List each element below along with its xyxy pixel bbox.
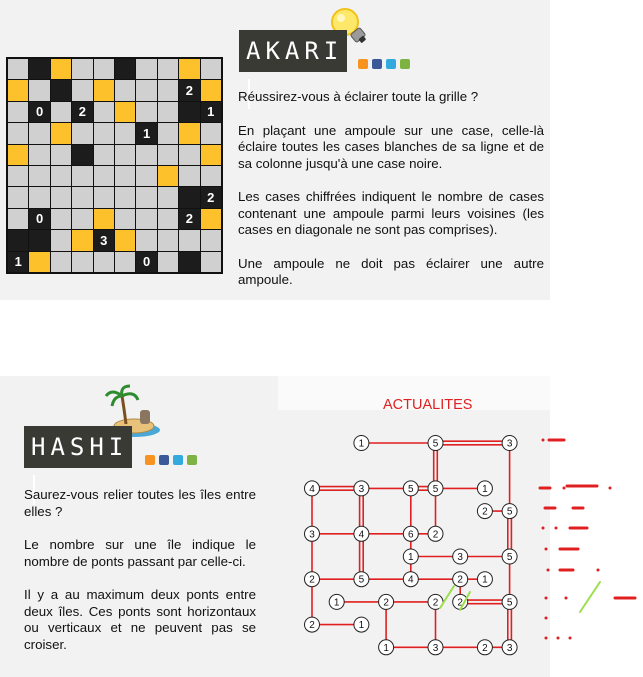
akari-paragraph: Les cases chiffrées indiquent le nombre de cases contenant une ampoule parmi leurs voisines (les cases en diagonale ne sont pas comprises).: [238, 189, 544, 237]
akari-cell-number[interactable]: 3: [94, 230, 114, 250]
akari-paragraph: Une ampoule ne doit pas éclairer une autre ampoule.: [238, 255, 544, 287]
akari-logo-text: AKARI: [246, 37, 344, 65]
hashi-island-number: 2: [457, 574, 463, 586]
hashi-paragraph: Le nombre sur une île indique le nombre de ponts passant par celle-ci.: [24, 537, 256, 569]
akari-cell-number[interactable]: 2: [201, 187, 221, 207]
hashi-island-number: 3: [506, 438, 513, 450]
hashi-island-number: 4: [358, 529, 365, 541]
akari-cell-number[interactable]: 2: [72, 102, 92, 122]
red-dot: [542, 439, 545, 442]
red-dot: [609, 487, 612, 490]
hashi-island-number: 1: [333, 597, 340, 609]
hashi-island-number: 1: [383, 642, 389, 654]
red-dot: [545, 597, 548, 600]
akari-paragraph: Réussirez-vous à éclairer toute la grille ?: [238, 89, 479, 104]
akari-cell-number[interactable]: 0: [29, 102, 49, 122]
akari-cell-number[interactable]: 2: [179, 209, 199, 229]
hashi-island-number: 4: [408, 574, 414, 586]
akari-cell-number[interactable]: 0: [136, 252, 156, 272]
hashi-island-number: 3: [432, 642, 439, 654]
akari-paragraph: En plaçant une ampoule sur une case, celle-là éclaire toutes les cases blanches de sa ligne et de sa colonne jusqu'à une case noire.: [238, 122, 544, 171]
akari-cell-number[interactable]: 1: [8, 252, 28, 272]
hashi-island-number: 5: [408, 483, 414, 495]
hashi-island-number: 1: [482, 483, 488, 495]
red-dot: [555, 527, 558, 530]
akari-cell-number[interactable]: 1: [201, 102, 221, 122]
red-dot: [563, 487, 566, 490]
red-dot: [545, 637, 548, 640]
akari-cell-number[interactable]: 0: [29, 209, 49, 229]
akari-cell-number[interactable]: 2: [179, 80, 199, 100]
red-dot: [547, 569, 550, 572]
hashi-island-number: 5: [432, 438, 439, 450]
hashi-island-number: 3: [506, 642, 513, 654]
hashi-island-number: 5: [432, 483, 439, 495]
hashi-island-number: 5: [506, 552, 513, 563]
red-dot: [545, 548, 548, 551]
hashi-island-number: 2: [432, 529, 439, 541]
hashi-island-number: 2: [383, 597, 389, 609]
hashi-island-number: 2: [309, 620, 315, 632]
hashi-island-number: 5: [506, 597, 513, 609]
red-dot: [569, 637, 572, 640]
hashi-island-number: 1: [482, 574, 488, 586]
hashi-island-number: 3: [358, 483, 365, 495]
hashi-island-number: 1: [408, 552, 414, 563]
hashi-island-number: 6: [408, 529, 414, 541]
green-check-mark: [440, 586, 454, 608]
hashi-island-number: 2: [482, 506, 488, 518]
red-dot: [545, 617, 548, 620]
hashi-island-number: 2: [309, 574, 315, 586]
hashi-island-number: 4: [309, 483, 315, 495]
hashi-island-number: 2: [457, 597, 463, 609]
hashi-island-number: 3: [457, 552, 463, 563]
hashi-island-number: 1: [358, 438, 365, 450]
red-dot: [565, 597, 568, 600]
hashi-island-number: 1: [358, 620, 365, 632]
hashi-logo-text: HASHI: [31, 433, 129, 461]
green-check-mark: [580, 582, 600, 612]
hashi-paragraph: Saurez-vous relier toutes les îles entre elles ?: [24, 487, 256, 519]
hashi-island-number: 5: [358, 574, 365, 586]
hashi-island-number: 3: [309, 529, 315, 541]
red-dot: [557, 637, 560, 640]
akari-cell-number[interactable]: 1: [136, 123, 156, 143]
green-check-mark: [460, 592, 470, 610]
hashi-island-number: 2: [432, 597, 439, 609]
hashi-paragraph: Il y a au maximum deux ponts entre deux îles. Ces ponts sont horizontaux ou verticaux et ne peuvent pas se croiser.: [24, 587, 256, 652]
red-dot: [597, 569, 600, 572]
red-dot: [542, 527, 545, 530]
actualites-heading[interactable]: ACTUALITES: [383, 397, 473, 413]
hashi-island-number: 2: [482, 642, 488, 654]
hashi-island-number: 5: [506, 506, 513, 518]
